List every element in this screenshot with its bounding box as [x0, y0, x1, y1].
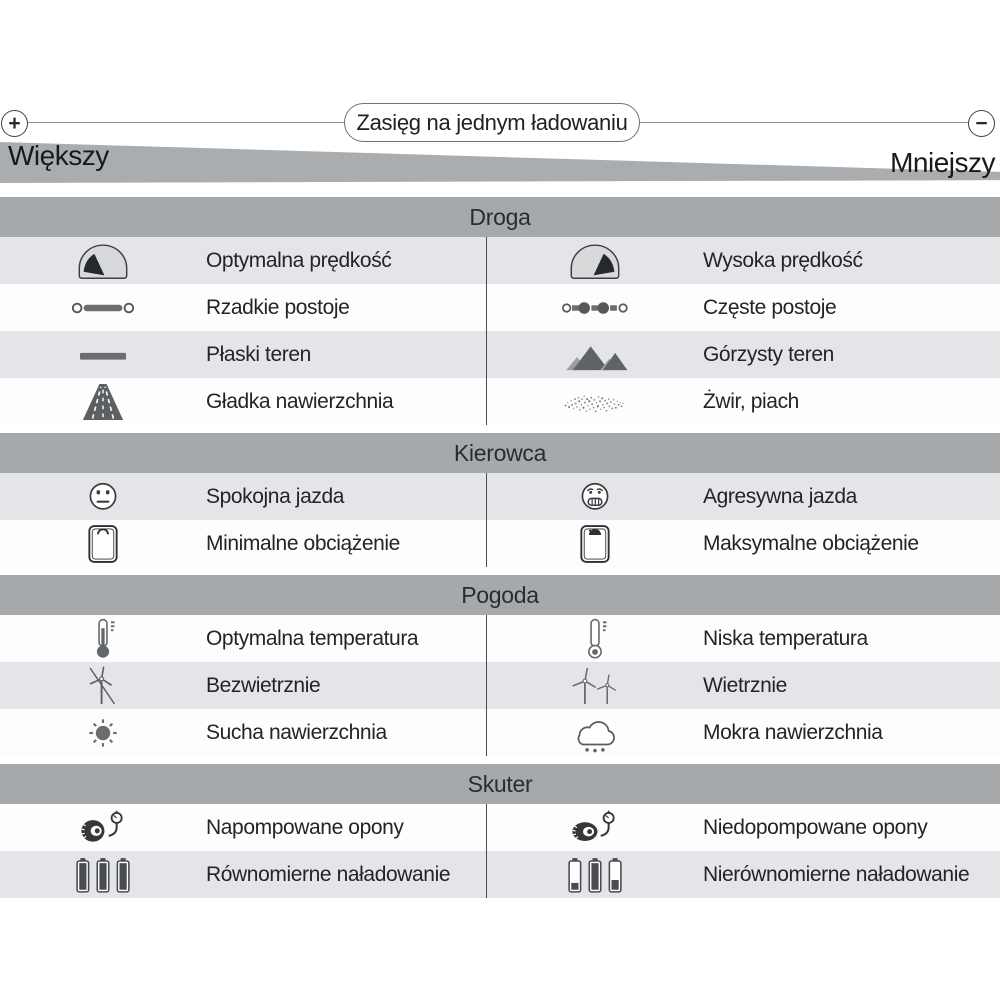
factor-cell-right	[487, 237, 1000, 284]
factor-row	[0, 331, 1000, 378]
factor-cell-right	[487, 331, 1000, 378]
plus-circle	[1, 110, 28, 137]
factor-row	[0, 237, 1000, 284]
factor-cell-left	[0, 237, 487, 284]
factor-cell-left	[0, 851, 487, 898]
factor-cell-left	[0, 520, 487, 567]
scale-min-icon	[53, 521, 153, 567]
factor-label: Niska temperatura	[703, 626, 868, 650]
factor-label: Mokra nawierzchnia	[703, 720, 883, 744]
factor-cell-right	[487, 709, 1000, 756]
factor-cell-left	[0, 331, 487, 378]
factor-row	[0, 473, 1000, 520]
factor-row	[0, 662, 1000, 709]
factor-label: Żwir, piach	[703, 389, 799, 413]
factor-label: Optymalna prędkość	[206, 248, 392, 272]
factor-cell-right	[487, 615, 1000, 662]
section-droga	[0, 197, 1000, 425]
factor-label: Spokojna jazda	[206, 484, 345, 508]
factor-label: Równomierne naładowanie	[206, 862, 451, 886]
icon-box	[487, 379, 703, 425]
factor-row	[0, 284, 1000, 331]
icon-box	[0, 238, 206, 284]
factor-label: Wysoka prędkość	[703, 248, 863, 272]
factor-label: Wietrznie	[703, 673, 787, 697]
factor-row	[0, 804, 1000, 851]
factor-label: Nierównomierne naładowanie	[703, 862, 970, 886]
icon-box	[487, 710, 703, 756]
inflated-tire-icon	[53, 805, 153, 851]
icon-box	[0, 663, 206, 709]
gauge-low-icon	[53, 238, 153, 284]
minus-icon: −	[975, 112, 988, 135]
section-kierowca	[0, 433, 1000, 567]
factor-label: Sucha nawierzchnia	[206, 720, 387, 744]
factor-label: Bezwietrznie	[206, 673, 321, 697]
title-pill	[344, 103, 640, 142]
minus-circle	[968, 110, 995, 137]
factor-cell-right	[487, 851, 1000, 898]
icon-box	[487, 332, 703, 378]
factor-label: Agresywna jazda	[703, 484, 857, 508]
factor-cell-right	[487, 662, 1000, 709]
flat-terrain-icon	[53, 332, 153, 378]
rain-cloud-icon	[545, 710, 645, 756]
factor-cell-right	[487, 473, 1000, 520]
factor-cell-right	[487, 284, 1000, 331]
icon-box	[0, 379, 206, 425]
factor-row	[0, 520, 1000, 567]
factor-cell-left	[0, 662, 487, 709]
factor-row	[0, 378, 1000, 425]
section-header	[0, 764, 1000, 804]
icon-box	[487, 474, 703, 520]
factor-cell-left	[0, 615, 487, 662]
icon-box	[0, 285, 206, 331]
icon-box	[487, 238, 703, 284]
section-header	[0, 197, 1000, 237]
batteries-uneven-icon	[545, 852, 645, 898]
section-skuter	[0, 764, 1000, 898]
smaller-label: Mniejszy	[890, 147, 995, 178]
section-title: Pogoda	[461, 581, 539, 608]
no-wind-icon	[53, 663, 153, 709]
plus-icon: +	[8, 112, 21, 135]
icon-box	[487, 616, 703, 662]
calm-face-icon	[53, 474, 153, 520]
thermometer-optimal-icon	[53, 616, 153, 662]
route-frequent-stops-icon	[545, 285, 645, 331]
smooth-road-icon	[53, 379, 153, 425]
factor-cell-right	[487, 520, 1000, 567]
factor-row	[0, 615, 1000, 662]
section-title: Skuter	[467, 770, 533, 797]
wind-turbines-icon	[545, 663, 645, 709]
factor-label: Górzysty teren	[703, 342, 834, 366]
deflated-tire-icon	[545, 805, 645, 851]
factors-table	[0, 197, 1000, 898]
section-header	[0, 575, 1000, 615]
factor-row	[0, 851, 1000, 898]
factor-cell-right	[487, 804, 1000, 851]
page-title: Zasięg na jednym ładowaniu	[356, 109, 628, 135]
factor-cell-left	[0, 284, 487, 331]
icon-box	[0, 332, 206, 378]
factor-label: Maksymalne obciążenie	[703, 531, 919, 555]
factor-label: Niedopompowane opony	[703, 815, 928, 839]
mountains-icon	[545, 332, 645, 378]
factor-label: Częste postoje	[703, 295, 837, 319]
factor-cell-left	[0, 473, 487, 520]
section-header	[0, 433, 1000, 473]
gauge-high-icon	[545, 238, 645, 284]
factor-label: Optymalna temperatura	[206, 626, 419, 650]
factor-cell-left	[0, 709, 487, 756]
factor-cell-right	[487, 378, 1000, 425]
factor-row	[0, 709, 1000, 756]
icon-box	[0, 805, 206, 851]
aggressive-face-icon	[545, 474, 645, 520]
factor-label: Płaski teren	[206, 342, 311, 366]
icon-box	[487, 852, 703, 898]
icon-box	[0, 616, 206, 662]
section-title: Kierowca	[453, 439, 547, 466]
icon-box	[487, 663, 703, 709]
route-rare-stops-icon	[53, 285, 153, 331]
icon-box	[487, 285, 703, 331]
factor-label: Napompowane opony	[206, 815, 404, 839]
factor-cell-left	[0, 378, 487, 425]
batteries-even-icon	[53, 852, 153, 898]
gravel-icon	[545, 379, 645, 425]
bigger-label: Większy	[8, 140, 109, 171]
factor-label: Gładka nawierzchnia	[206, 389, 394, 413]
icon-box	[0, 521, 206, 567]
sun-icon	[53, 710, 153, 756]
thermometer-low-icon	[545, 616, 645, 662]
gradient-wedge	[0, 142, 1000, 183]
scale-max-icon	[545, 521, 645, 567]
section-pogoda	[0, 575, 1000, 756]
factor-cell-left	[0, 804, 487, 851]
icon-box	[487, 521, 703, 567]
icon-box	[0, 710, 206, 756]
icon-box	[487, 805, 703, 851]
factor-label: Rzadkie postoje	[206, 295, 350, 319]
icon-box	[0, 474, 206, 520]
section-title: Droga	[469, 203, 531, 230]
factor-label: Minimalne obciążenie	[206, 531, 400, 555]
icon-box	[0, 852, 206, 898]
